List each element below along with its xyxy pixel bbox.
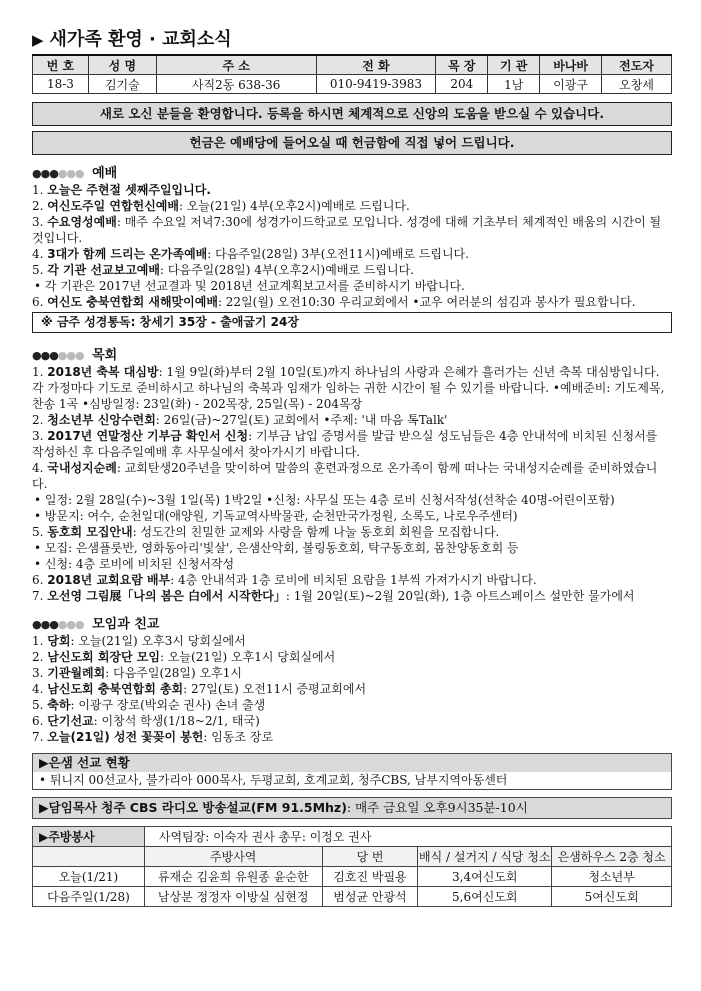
item-number: 3. [32,215,44,229]
meetings-heading: ●●●●●● 모임과 친교 [32,617,160,632]
radio-text: : 매주 금요일 오후9시35분-10시 [346,800,528,815]
dots-icon: ●●●●●● [32,618,84,631]
item-text: : 다음주일(28일) 오후1시 [105,666,242,680]
item-number: 7. [32,730,44,744]
worship-list [32,182,672,310]
item-text: : 27일(토) 오전11시 증평교회에서 [183,682,367,696]
item-label: 동호회 모집안내 [47,525,133,539]
item-text: : 교회탄생20주년을 맞이하여 말씀의 훈련과정으로 온가족이 함께 떠나는 국내성지순례를 준비하였습니다. [32,461,658,491]
item-label: 각 기관 선교보고예배 [47,263,160,277]
list-item [32,364,672,412]
item-number: 1. [32,365,44,379]
list-item [32,729,672,745]
item-number: 2. [32,650,44,664]
table-cell: 5여신도회 [552,887,672,907]
table-cell: 다음주일(1/28) [33,887,145,907]
item-text: : 오늘(21일) 4부(오후2시)예배로 드립니다. [178,199,410,213]
table-cell: 이광구 [540,75,602,94]
section-title: ▶ 새가족 환영 · 교회소식 [32,29,232,50]
table-row [33,887,672,907]
item-label: 수요영성예배 [47,215,117,229]
kitchen-title: ▶주방봉사 [33,827,145,847]
header-evangelist: 전도자 [602,55,672,75]
table-cell: 204 [436,75,488,94]
item-label: 2018년 교회요람 배부 [47,573,171,587]
item-text: 각 기관은 2017년 선교결과 및 2018년 선교계획보고서를 준비하시기 바랍니다. [44,279,465,293]
table-header: 당 번 [322,847,418,867]
item-label: 남신도회 회장단 모임 [47,650,160,664]
item-label: 2017년 연말정산 기부금 확인서 신청 [47,429,249,443]
list-item [32,713,672,729]
header-phone: 전 화 [316,55,436,75]
item-text: 방문지: 여수, 순천일대(애양원, 기독교역사박물관, 순천만국가정원, 소록도, 나로우주센터) [44,509,518,523]
item-number: 5. [32,525,44,539]
table-cell: 010-9419-3983 [316,75,436,94]
table-cell: 1남 [488,75,540,94]
item-label: 기관월례회 [47,666,106,680]
list-item [32,294,672,310]
radio-label: ▶담임목사 청주 CBS 라디오 방송설교(FM 91.5Mhz) [39,800,347,815]
header-name: 성 명 [88,55,156,75]
item-text: : 4층 안내석과 1층 로비에 비치된 요람을 1부씩 가져가시기 바랍니다. [170,573,537,587]
list-item [32,278,672,294]
kitchen-info: 사역팀장: 이숙자 권사 총무: 이정오 권사 [144,827,671,847]
table-cell: 류재순 김윤희 유원종 윤순한 [144,867,322,887]
item-label: 축하 [47,698,71,712]
item-text: : 기부금 납입 증명서를 발급 받으실 성도님들은 4층 안내석에 비치된 신청서를 작성하신 후 다음주일예배 후 사무실에서 찾아가시기 바랍니다. [32,429,658,459]
title-marker: ▶ [32,31,44,49]
item-number: 6. [32,573,44,587]
table-cell: 범성균 안광석 [322,887,418,907]
missions-body: • 튀니지 00선교사, 불가리아 000목사, 두평교회, 호계교회, 청주CBS, 남부지역아동센터 [39,773,508,787]
list-item [32,262,672,278]
item-label: 여신도주일 연합헌신예배 [47,199,179,213]
dots-icon: ●●●●●● [32,167,84,180]
offering-notice: 헌금은 예배당에 들어오실 때 헌금함에 직접 넣어 드립니다. [32,131,672,155]
table-cell: 오늘(1/21) [33,867,145,887]
item-text: : 1월 20일(토)~2월 20일(화), 1층 아트스페이스 설만한 물가에서 [285,589,635,603]
item-number: 7. [32,589,44,603]
item-number: 5. [32,698,44,712]
table-cell: 청소년부 [552,867,672,887]
item-label: 오늘은 주현절 셋째주일입니다. [47,183,211,197]
table-cell: 김호진 박필용 [322,867,418,887]
item-text: : 22일(월) 오전10:30 우리교회에서 •교우 여러분의 섬김과 봉사가 필요합니다. [217,295,636,309]
header-barnabas: 바나바 [540,55,602,75]
list-item [32,508,672,524]
list-item [32,460,672,492]
item-number: 1. [32,183,44,197]
item-number: 6. [32,714,44,728]
table-header: 주방사역 [144,847,322,867]
item-label: 3대가 함께 드리는 온가족예배 [47,247,208,261]
item-text: : 임동조 장로 [203,730,274,744]
item-text: : 다음주일(28일) 3부(오전11시)예배로 드립니다. [207,247,469,261]
item-text: : 이광구 장로(박외순 권사) 손녀 출생 [70,698,266,712]
table-cell: 사직2동 638-36 [156,75,316,94]
item-number: • [34,509,42,523]
worship-heading: ●●●●●● 예배 [32,166,118,181]
bible-reading-box: ※ 금주 성경통독: 창세기 35장 - 출애굽기 24장 [32,312,672,333]
kitchen-service-table [32,826,672,907]
list-item [32,412,672,428]
item-number: 5. [32,263,44,277]
item-label: 오선영 그림展「나의 봄은 白에서 시작한다」 [47,589,286,603]
item-text: 신청: 4층 로비에 비치된 신청서작성 [44,557,235,571]
header-cell-group: 목 장 [436,55,488,75]
table-row [33,75,672,94]
item-number: 3. [32,666,44,680]
list-item [32,556,672,572]
pastoral-heading: ●●●●●● 목회 [32,348,118,363]
table-header: 배식 / 설거지 / 식당 청소 [418,847,552,867]
table-cell: 3,4여신도회 [418,867,552,887]
list-item [32,572,672,588]
item-text: : 이창석 학생(1/18~2/1, 태국) [93,714,260,728]
item-text: : 오늘(21일) 오후3시 당회실에서 [70,634,246,648]
table-cell: 남상분 정정자 이방실 심현정 [144,887,322,907]
item-text: : 다음주일(28일) 4부(오후2시)예배로 드립니다. [159,263,415,277]
list-item [32,540,672,556]
pastoral-list [32,364,672,604]
list-item [32,214,672,246]
list-item [32,665,672,681]
table-cell: 18-3 [33,75,89,94]
item-label: 2018년 축복 대심방 [47,365,159,379]
item-text: : 매주 수요일 저녁7:30에 성경가이드학교로 모입니다. 성경에 대해 기초부터 체계적인 배움의 시간이 될 것입니다. [32,215,662,245]
header-organization: 기 관 [488,55,540,75]
list-item [32,524,672,540]
list-item [32,649,672,665]
table-cell: 오창세 [602,75,672,94]
item-text: : 1월 9일(화)부터 2월 10일(토)까지 하나님의 사랑과 은혜가 흘러가는 신년 축복 대심방입니다. 각 가정마다 기도로 준비하시고 하나님의 축복과 임재가 임하는 귀한 시간이 될 수 있기를 바랍니다. •예배준비: 기도제목, 찬송 1곡 •심방일정: 23일(화) - 202목장, 25일(목) - 204목장 [32,365,665,411]
table-cell: 김기술 [88,75,156,94]
item-label: 국내성지순례 [47,461,117,475]
item-label: 청소년부 신앙수련회 [47,413,156,427]
item-text: : 성도간의 친밀한 교제와 사랑을 함께 나눌 동호회 회원을 모집합니다. [132,525,500,539]
item-number: • [34,541,42,555]
table-header: 은샘하우스 2층 청소 [552,847,672,867]
list-item [32,633,672,649]
table-header [33,847,145,867]
list-item [32,492,672,508]
item-label: 오늘(21일) 성전 꽃꽂이 봉헌 [47,730,204,744]
item-number: • [34,557,42,571]
item-number: 1. [32,634,44,648]
item-number: 4. [32,247,44,261]
item-number: 2. [32,199,44,213]
list-item [32,198,672,214]
item-label: 당회 [47,634,71,648]
header-address: 주 소 [156,55,316,75]
newcomer-register-table [32,54,672,94]
item-number: 2. [32,413,44,427]
item-number: 4. [32,682,44,696]
item-label: 남신도회 충북연합회 총회 [47,682,184,696]
item-number: 6. [32,295,44,309]
item-text: 모집: 은샘플룻반, 영화동아리'빛살', 은샘산악회, 볼링동호회, 탁구동호회, 몸찬양동호회 등 [44,541,519,555]
item-text: 일정: 2월 28일(수)~3월 1일(목) 1박2일 •신청: 사무실 또는 4층 로비 신청서작성(선착순 40명-어린이포함) [44,493,615,507]
list-item [32,697,672,713]
radio-sermon-box [32,797,672,819]
list-item [32,246,672,262]
list-item [32,182,672,198]
item-text: : 오늘(21일) 오후1시 당회실에서 [159,650,336,664]
list-item [32,681,672,697]
bulletin-page [32,28,672,907]
item-number: 4. [32,461,44,475]
item-number: • [34,279,42,293]
item-label: 단기선교 [47,714,94,728]
table-row [33,867,672,887]
welcome-notice: 새로 오신 분들을 환영합니다. 등록을 하시면 체계적으로 신앙의 도움을 받으실 수 있습니다. [32,102,672,126]
missions-title: ▶은샘 선교 현황 [33,754,671,772]
item-text: : 26일(금)~27일(토) 교회에서 •주제: '내 마음 톡Talk' [155,413,448,427]
item-label: 여신도 충북연합회 새해맞이예배 [47,295,218,309]
list-item [32,428,672,460]
item-number: 3. [32,429,44,443]
table-cell: 5,6여신도회 [418,887,552,907]
dots-icon: ●●●●●● [32,349,84,362]
meetings-list [32,633,672,745]
item-number: • [34,493,42,507]
list-item [32,588,672,604]
header-number: 번 호 [33,55,89,75]
missions-box [32,753,672,790]
